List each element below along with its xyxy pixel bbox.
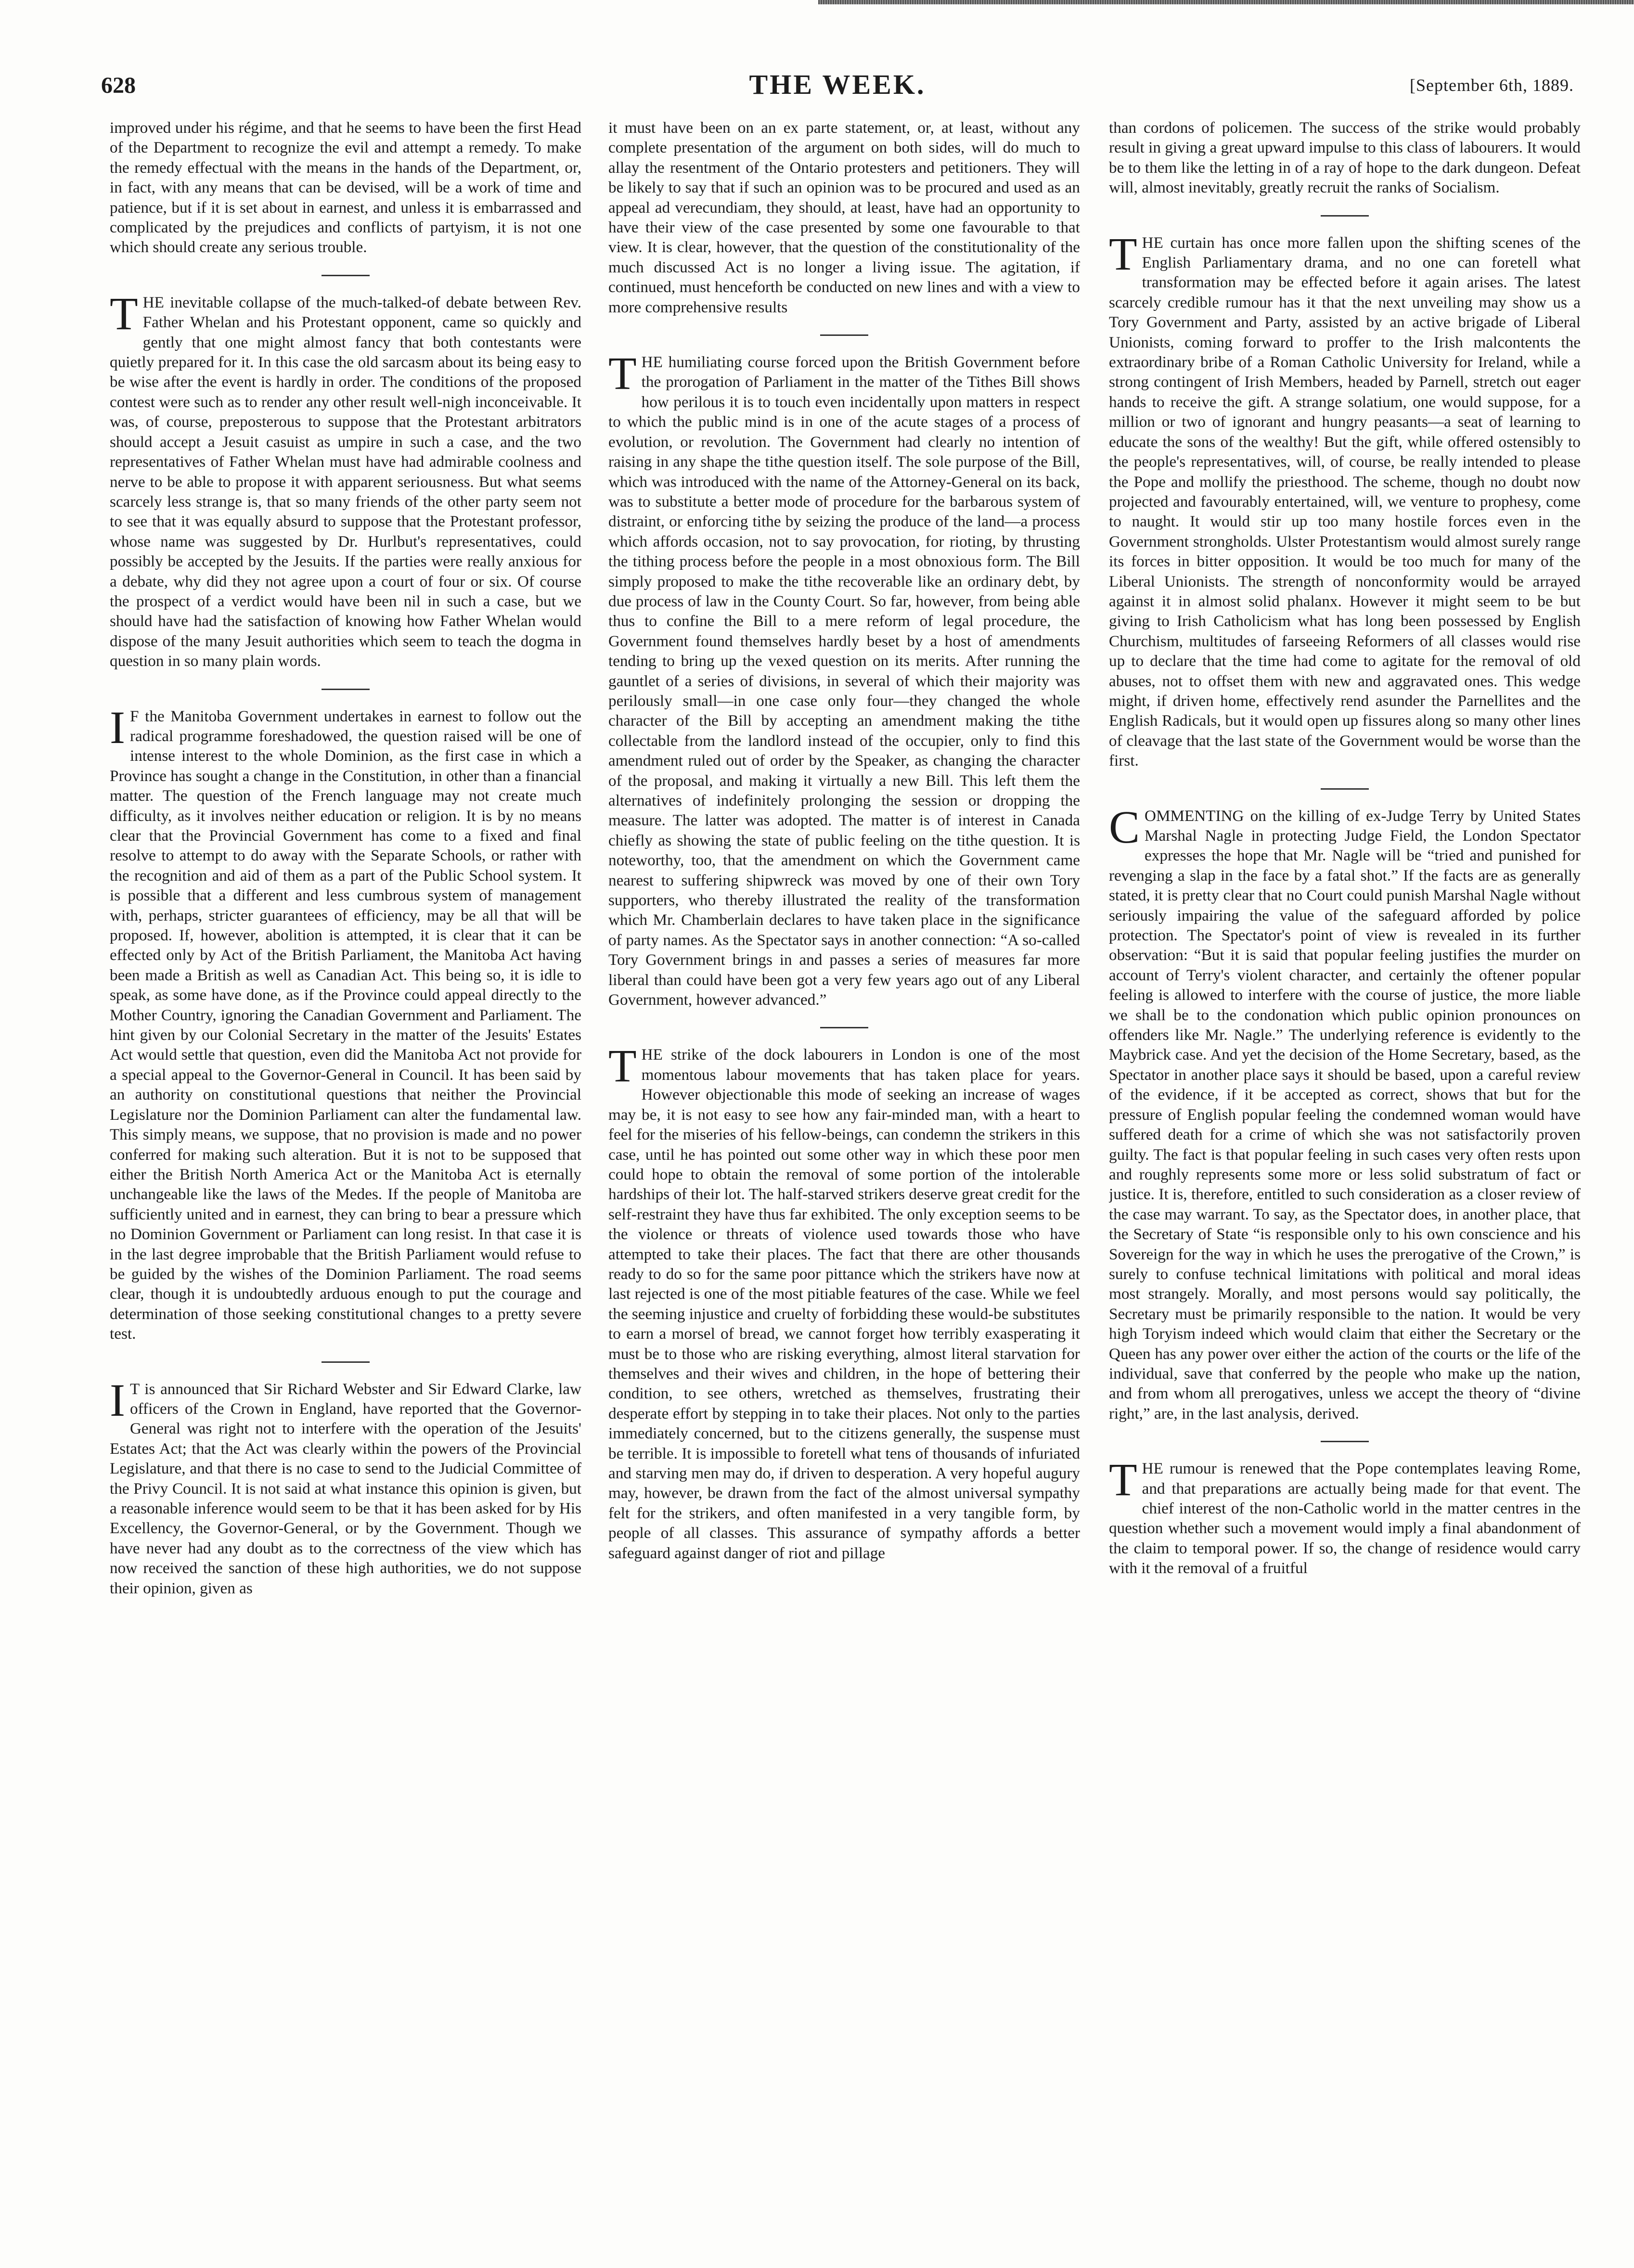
article-tithes-bill: THE humiliating course forced upon the British Government before the prorogation of Parliament in the matter of the Tithes Bill shows how perilous it is to touch even incidentally upon matters in respect to which the public mind is in one of the acute stages of a process of evolution, or revolution. The Government had clearly no intention of raising in any shape the tithe question itself. The sole purpose of the Bill, which was introduced with the name of the Attorney-General on its back, was to substitute a better mode of procedure for the barbarous system of distraint, or enforcing tithe by seizing the produce of the land—a process which affords occasion, not to say provocation, for rioting, by thrusting the tithing process before the people in a most obnoxious form. The Bill simply proposed to make the tithe recoverable like an ordinary debt, by due process of law in the County Court. So far, however, from being able thus to confine the Bill to a mere reform of legal procedure, the Government found themselves hardly beset by a host of amendments tending to bring up the vexed question on its merits. After running the gauntlet of a series of divisions, in several of which their majority was perilously small—in one case only four—they changed the whole character of the Bill by accepting an amendment making the tithe collectable from the landlord instead of the occupier, only to find this amendment ruled out of order by the Speaker, as changing the character of the proposal, and making it virtually a new Bill. This left them the alternatives of indefinitely prolonging the session or dropping the measure. The latter was adopted. The matter is of interest in Canada chiefly as showing the state of public feeling on the tithe question. It is noteworthy, too, that the amendment on which the Government came nearest to suffering shipwreck was moved by one of their own Tory supporters, who thereby illustrated the reality of the transformation which Mr. Chamberlain declares to have taken place in the significance of party names. As the Spectator says in another connection: “A so-called Tory Government brings in and passes a series of measures far more liberal than could have been got a very few years ago out of any Liberal Government, however advanced.” <box>608 347 1080 1009</box>
column-3 <box>1109 118 1581 2255</box>
article-separator <box>1321 788 1369 790</box>
article-continued: improved under his régime, and that he seems to have been the first Head of the Department to recognize the evil and attempt a remedy. To make the remedy effectual with the means in the hands of the Department, or, in fact, with any means that can be devised, will be a work of time and patience, but if it is set about in earnest, and unless it is embarrassed and complicated by the prejudices and conflicts of partyism, it is not one which should create any serious trouble. <box>110 119 581 256</box>
page-number: 628 <box>101 73 136 98</box>
article-separator <box>322 689 370 690</box>
article-parliament-curtain: THE curtain has once more fallen upon the shifting scenes of the English Parliamentary drama, and no one can foretell what transformation may be effected before it again arises. The latest scarcely credible rumour has it that the next unveiling may show us a Tory Government and Party, assisted by an active brigade of Liberal Unionists, coming forward to proffer to the Irish malcontents the extraordinary bribe of a Roman Catholic University for Ireland, while a strong contingent of Irish Members, headed by Parnell, stretch out eager hands to receive the gift. A strange solatium, one would suppose, for a million or two of ignorant and hungry peasants—a seat of learning to educate the sons of the wealthy! But the gift, while offered ostensibly to the people's representatives, will, of course, be really intended to please the Pope and mollify the priesthood. The scheme, though no doubt now projected and favourably entertained, will, we venture to prophesy, come to naught. It would stir up too many hostile forces even in the Government strongholds. Ulster Protestantism would almost surely range its forces in bitter opposition. It would be too much for many of the Liberal Unionists. The strength of nonconformity would be arrayed against it in almost solid phalanx. However it might seem to be but giving to Irish Catholicism what has long been possessed by English Churchism, multitudes of farseeing Reformers of all classes would rise up to declare that the time had come to agitate for the removal of old abuses, not to offset them with new and aggravated ones. This wedge might, if driven home, effectively rend asunder the Parnellites and the English Radicals, but it would open up fissures along so many other lines of cleavage that the last state of the Government would be worse than the first. <box>1109 228 1581 770</box>
article-continued: it must have been on an ex parte statement, or, at least, without any complete presentation of the argument on both sides, will do much to allay the resentment of the Ontario protesters and petitioners. They will be likely to say that if such an opinion was to be procured and used as an appeal ad verecundiam, they should, at least, have had an opportunity to have their view of the case presented by some one favourable to that view. It is clear, however, that the question of the constitutionality of the much discussed Act is no longer a living issue. The agitation, if continued, must henceforth be conducted on new lines and with a view to more comprehensive results <box>608 119 1080 316</box>
article-separator <box>322 275 370 276</box>
page-header <box>101 69 1574 111</box>
issue-date: [September 6th, 1889. <box>1410 76 1574 95</box>
article-separator <box>322 1361 370 1363</box>
article-dock-strike: THE strike of the dock labourers in London is one of the most momentous labour movements that has taken place for years. However objectionable this mode of seeking an increase of wages may be, it is not easy to see how any fair-minded man, with a heart to feel for the miseries of his fellow-beings, can condemn the strikers in this case, until he has pointed out some other way in which these poor men could hope to obtain the removal of some portion of the intolerable hardships of their lot. The half-starved strikers deserve great credit for the self-restraint they have thus far exhibited. The only exception seems to be the violence or threats of violence used towards those who have attempted to take their places. The fact that there are other thousands ready to do so for the same poor pittance which the strikers have now at last rejected is one of the most pitiable features of the case. While we feel the seeming injustice and cruelty of forbidding these would-be substitutes to earn a morsel of bread, we cannot forget how terribly exasperating it must be to those who are risking everything, almost literal starvation for themselves and their wives and children, in the hope of bettering their condition, to see others, wretched as themselves, frustrating their desperate effort by stepping in to take their places. Not only to the parties immediately concerned, but to the citizens generally, the suspense must be terrible. It is impossible to foretell what tens of thousands of infuriated and starving men may do, if driven to desperation. A very hopeful augury may, however, be drawn from the fact of the almost universal sympathy felt for the strikers, and often manifested in a very tangible form, by people of all classes. This assurance of sympathy affords a better safeguard against danger of riot and pillage <box>608 1040 1080 1562</box>
article-continued: than cordons of policemen. The success of the strike would probably result in giving a great upward impulse to this class of labourers. It would be to them like the letting in of a ray of hope to the dark dungeon. Defeat will, almost inevitably, greatly recruit the ranks of Socialism. <box>1109 119 1581 197</box>
article-manitoba: IF the Manitoba Government undertakes in earnest to follow out the radical programme foreshadowed, the question raised will be one of intense interest to the whole Dominion, as the first case in which a Province has sought a change in the Constitution, in other than a financial matter. The question of the French language may not create much difficulty, as it involves neither education or religion. It is by no means clear that the Provincial Government has come to a fixed and final resolve to attempt to do away with the Separate Schools, or rather with the recognition and aid of them as a part of the Public School system. It is possible that a different and less cumbrous system of management with, perhaps, stricter guarantees of efficiency, may be all that will be proposed. If, however, abolition is attempted, it is clear that it can be effected only by Act of the British Parliament, the Manitoba Act having been made a British as well as Canadian Act. This being so, it is idle to speak, as some have done, as if the Province could appeal directly to the Mother Country, ignoring the Canadian Government and Parliament. The hint given by our Colonial Secretary in the matter of the Jesuits' Estates Act would settle that question, even did the Manitoba Act not provide for a special appeal to the Governor-General in Council. It has been said by an authority on constitutional questions that neither the Provincial Legislature nor the Dominion Parliament can alter the fundamental law. This simply means, we suppose, that no provision is made and no power conferred for making such alteration. But it is not to be supposed that either the British North America Act or the Manitoba Act is eternally unchangeable like the laws of the Medes. If the people of Manitoba are sufficiently united and in earnest, they can bring to bear a pressure which no Dominion Government or Parliament can long resist. In that case it is in the last degree improbable that the British Parliament would refuse to be guided by the wishes of the Dominion Parliament. The road seems clear, though it is undoubtedly arduous enough to put the courage and determination of those seeking constitutional changes to a pretty severe test. <box>110 701 581 1343</box>
article-separator <box>1321 1441 1369 1442</box>
article-pope-rome: THE rumour is renewed that the Pope contemplates leaving Rome, and that preparations are actually being made for that event. The chief interest of the non-Catholic world in the matter centres in the question whether such a movement would imply a final abandonment of the claim to temporal power. If so, the change of residence would carry with it the removal of a fruitful <box>1109 1454 1581 1577</box>
article-whelan-debate: THE inevitable collapse of the much-talked-of debate between Rev. Father Whelan and his Protestant opponent, came so quickly and gently that one might almost fancy that both contestants were quietly prepared for it. In this case the old sarcasm about its being easy to be wise after the event is hardly in order. The conditions of the proposed contest were such as to render any other result well-nigh inconceivable. It was, of course, preposterous to suppose that the Protestant arbitrators should accept a Jesuit casuist as umpire in such a case, and the two representatives of Father Whelan must have had admirable coolness and nerve to be able to propose it with apparent seriousness. But what seems scarcely less strange is, that so many friends of the other party seem not to see that it was equally absurd to suppose that the Protestant professor, whose name was suggested by Dr. Hurlbut's representatives, could possibly be accepted by the Jesuits. If the parties were really anxious for a debate, why did they not agree upon a court of four or six. Of course the prospect of a verdict would have been nil in such a case, but we should have had the satisfaction of knowing how Father Whelan would dispose of the many Jesuit authorities which seem to teach the dogma in question in so many plain words. <box>110 287 581 670</box>
column-2 <box>608 118 1080 2255</box>
article-separator <box>820 1027 868 1028</box>
article-separator <box>820 334 868 336</box>
top-border-rule <box>818 0 1634 4</box>
masthead-title: THE WEEK. <box>749 69 926 100</box>
article-terry-nagle: COMMENTING on the killing of ex-Judge Terry by United States Marshal Nagle in protecting Judge Field, the London Spectator expresses the hope that Mr. Nagle will be “tried and punished for revenging a slap in the face by a fatal shot.” If the facts are as generally stated, it is pretty clear that no Court could punish Marshal Nagle without seriously impairing the value of the safeguard afforded by police protection. The Spectator's point of view is revealed in its further observation: “But it is said that popular feeling justifies the murder on account of Terry's violent character, and certainly the oftener popular feeling is allowed to interfere with the course of justice, the more liable we shall be to the condonation which public opinion pronounces on offenders like Mr. Nagle.” The underlying reference is evidently to the Maybrick case. And yet the decision of the Home Secretary, based, as the Spectator in another place says it should be based, upon a careful review of the evidence, if it be accepted as correct, shows that but for the pressure of English popular feeling the condemned woman would have suffered death for a crime of which she was not satisfactorily proven guilty. The fact is that popular feeling in such cases very often rests upon and roughly represents some more or less solid substratum of fact or justice. It is, therefore, entitled to such consideration as a closer review of the case may warrant. To say, as the Spectator does, in another place, that the Secretary of State “is responsible only to his own conscience and his Sovereign for the way in which he uses the prerogative of the Crown,” is surely to confuse technical limitations with political and moral ideas most strangely. Morally, and most persons would say politically, the Secretary must be primarily responsible to the nation. It would be very high Toryism indeed which would claim that either the Secretary or the Queen has any power over either the action of the courts or the life of the individual, save that conferred by the people who make up the nation, and from whom all prerogatives, unless we accept the theory of “divine right,” are, in the last analysis, derived. <box>1109 801 1581 1422</box>
article-law-officers: IT is announced that Sir Richard Webster and Sir Edward Clarke, law officers of the Crown in England, have reported that the Governor-General was right not to interfere with the operation of the Jesuits' Estates Act; that the Act was clearly within the powers of the Provincial Legislature, and that there is no case to send to the Judicial Committee of the Privy Council. It is not said at what instance this opinion is given, but a reasonable inference would seem to be that it has been asked for by His Excellency, the Governor-General, or by the Government. Though we have never had any doubt as to the correctness of the view which has now received the sanction of these high authorities, we do not suppose their opinion, given as <box>110 1374 581 1597</box>
article-separator <box>1321 215 1369 217</box>
column-1 <box>110 118 581 2255</box>
